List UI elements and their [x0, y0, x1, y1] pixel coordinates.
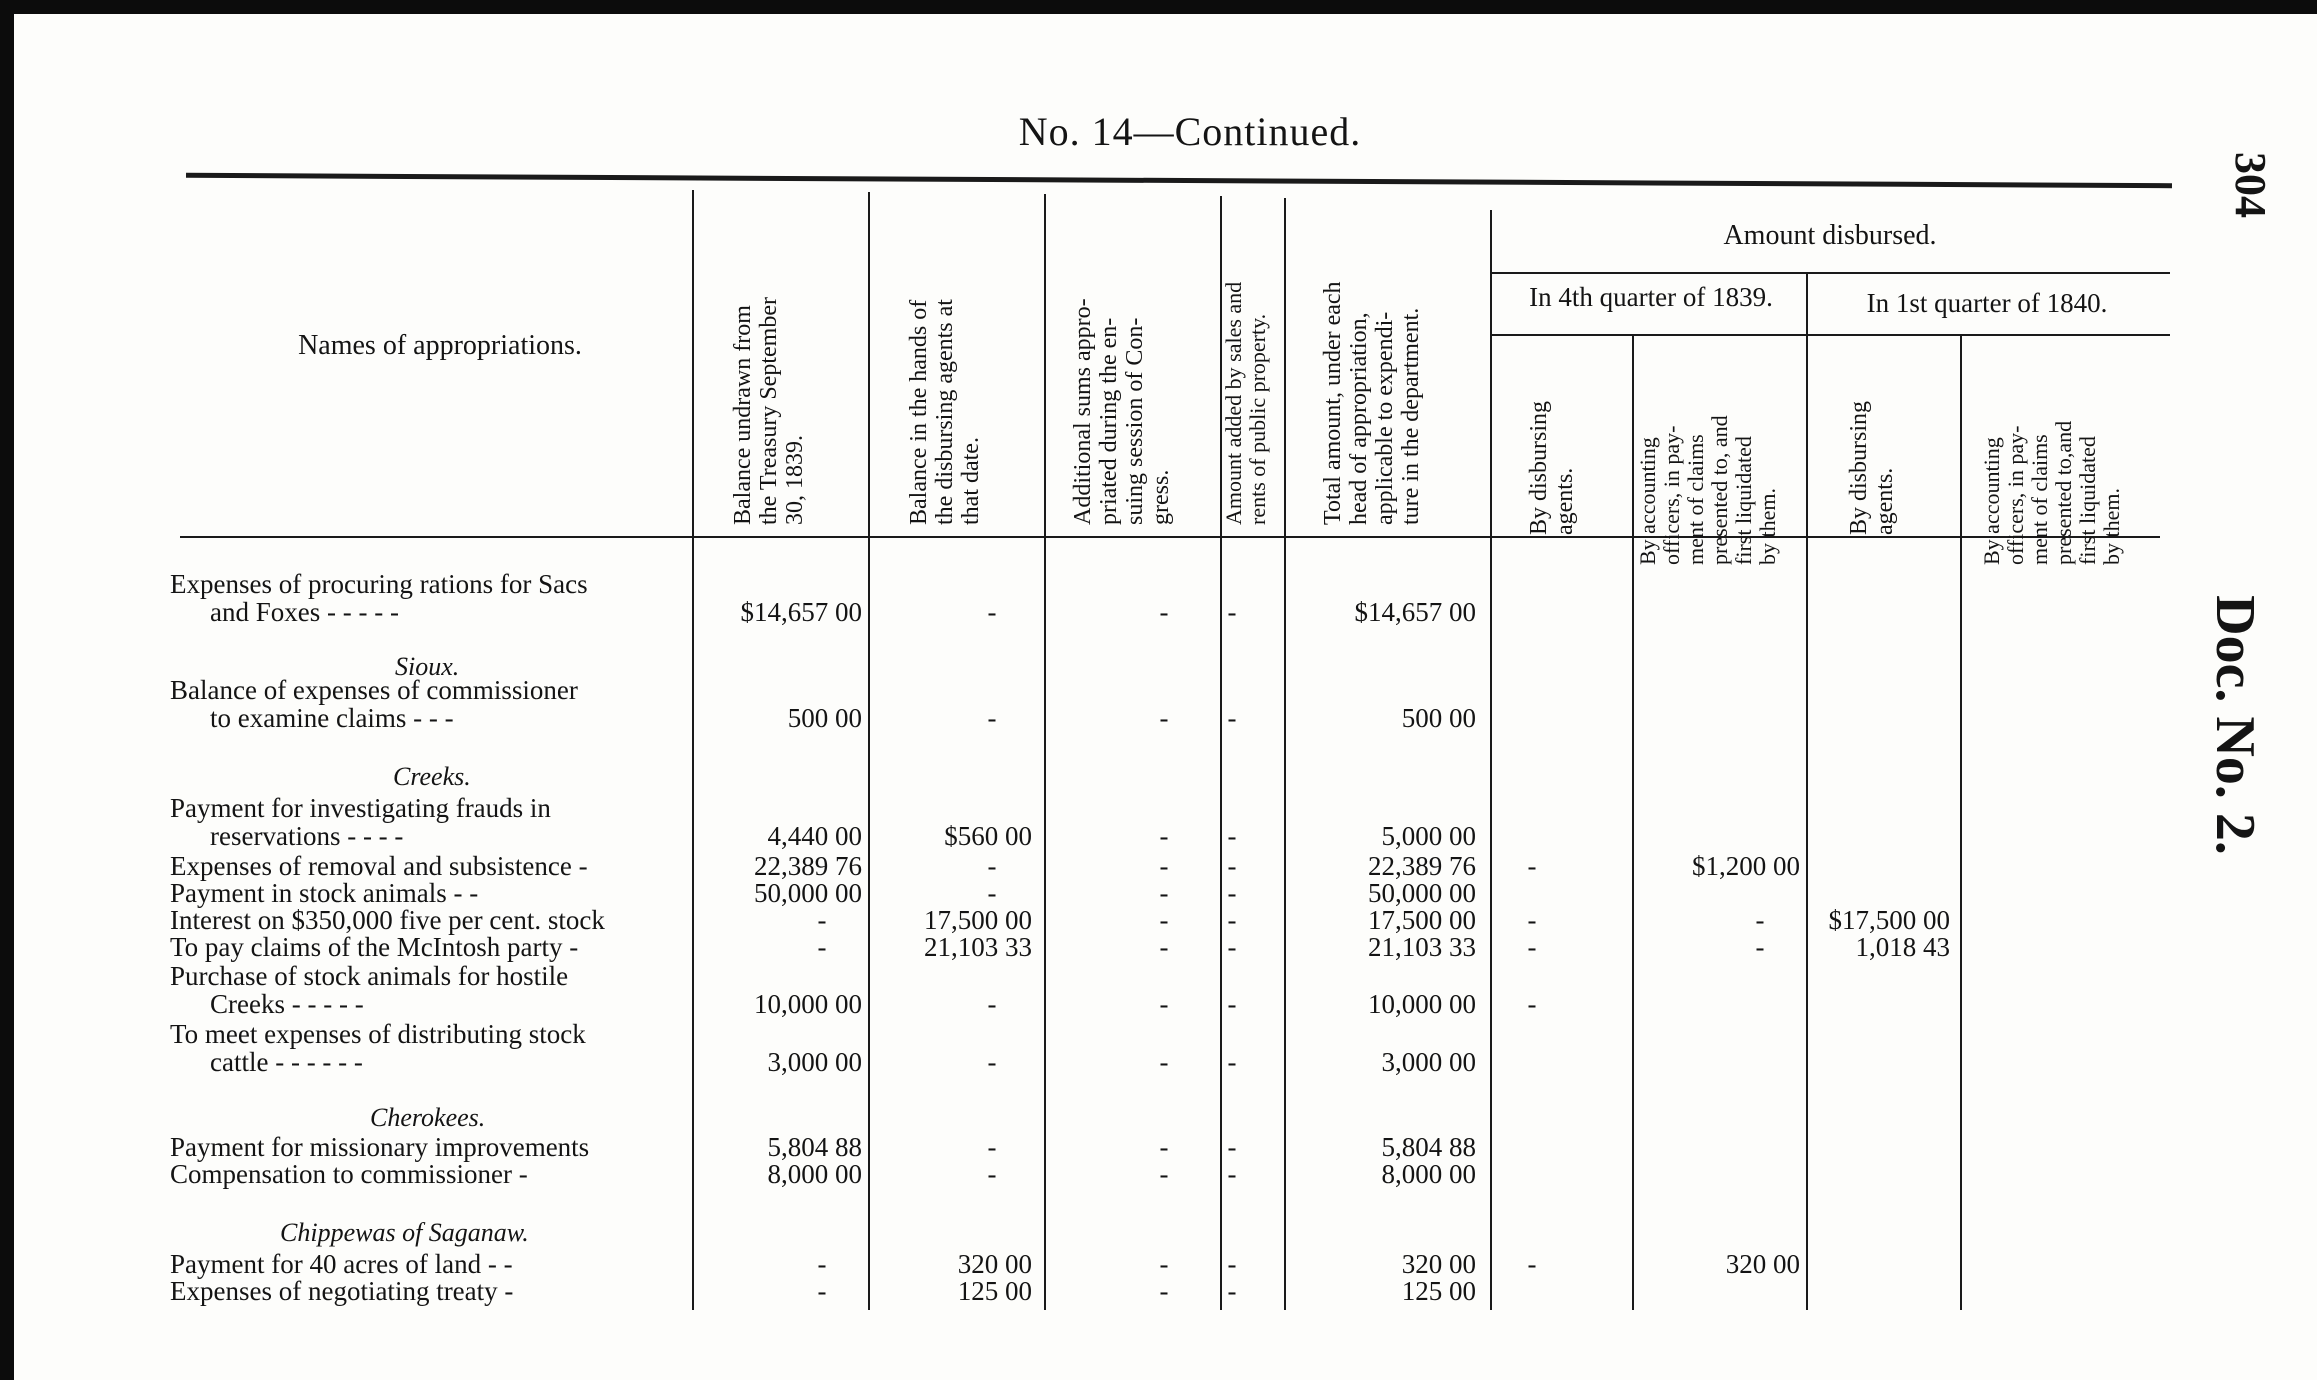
row-label-line: To pay claims of the McIntosh party - — [170, 932, 579, 962]
section-sioux: Sioux. — [395, 652, 460, 681]
cell-agents: 21,103 33 — [924, 932, 1032, 962]
cell-q4a: - — [1527, 989, 1537, 1019]
cell-q4a: - — [1527, 905, 1537, 935]
row-label-line: Balance of expenses of commissioner — [170, 675, 578, 705]
cell-add: - — [1159, 1159, 1169, 1189]
row-label-line: Payment in stock animals - - — [170, 878, 479, 908]
row-label-line: reservations - - - - — [210, 821, 404, 851]
cell-agents: 320 00 — [957, 1249, 1032, 1279]
cell-total: 320 00 — [1401, 1249, 1476, 1279]
row-label — [170, 676, 670, 732]
cell-agents: - — [987, 703, 997, 733]
cell-q1a: $17,500 00 — [1828, 905, 1950, 935]
cell-total: 125 00 — [1401, 1276, 1476, 1306]
header-amount-disbursed: Amount disbursed. — [1723, 220, 1937, 251]
section-cherokees: Cherokees. — [370, 1103, 486, 1132]
col-rule-6 — [1490, 210, 1492, 1310]
cell-bal: 4,440 00 — [767, 821, 862, 851]
row-label-line: Creeks - - - - - — [210, 989, 364, 1019]
header-balance-agents: Balance in the hands of the disbursing agents at that date. — [906, 299, 984, 525]
header-q1-1840: In 1st quarter of 1840. — [1866, 288, 2108, 318]
cell-sales: - — [1227, 1249, 1237, 1279]
row-label-line: to examine claims - - - — [210, 703, 454, 733]
row-label-line: Expenses of removal and subsistence - — [170, 851, 588, 881]
row-label-line: To meet expenses of distributing stock — [170, 1019, 586, 1049]
cell-bal: - — [817, 932, 827, 962]
header-by-officers: By accounting officers, in pay- ment of claims presented to, and first liquidated by them. — [1635, 415, 1780, 565]
row-label — [170, 1277, 670, 1305]
amount-disbursed-rule — [1490, 272, 2170, 274]
cell-q4a: - — [1527, 1249, 1537, 1279]
cell-agents: - — [987, 878, 997, 908]
cell-sales: - — [1227, 932, 1237, 962]
cell-total: 8,000 00 — [1381, 1159, 1476, 1189]
cell-bal: 50,000 00 — [754, 878, 862, 908]
row-label-line: Expenses of negotiating treaty - — [170, 1276, 514, 1306]
cell-add: - — [1159, 1249, 1169, 1279]
row-label — [170, 1133, 670, 1161]
row-label — [170, 852, 670, 880]
cell-add: - — [1159, 1047, 1169, 1077]
col-rule-1 — [692, 190, 694, 1310]
cell-bal: - — [817, 905, 827, 935]
row-label — [170, 794, 670, 850]
page-number: 304 — [2226, 152, 2275, 218]
cell-add: - — [1159, 1132, 1169, 1162]
row-label-line: and Foxes - - - - - — [210, 597, 399, 627]
header-bottom-rule — [180, 536, 2160, 538]
cell-sales: - — [1227, 703, 1237, 733]
cell-bal: - — [817, 1249, 827, 1279]
cell-add: - — [1159, 905, 1169, 935]
col-rule-9 — [1960, 336, 1962, 1310]
cell-add: - — [1159, 1276, 1169, 1306]
header-sales: Amount added by sales and rents of public property. — [1221, 281, 1270, 525]
header-names: Names of appropriations. — [298, 330, 582, 361]
header-q4-1839: In 4th quarter of 1839. — [1529, 282, 1773, 312]
row-label-line: Payment for 40 acres of land - - — [170, 1249, 513, 1279]
cell-add: - — [1159, 878, 1169, 908]
col-rule-3 — [1044, 194, 1046, 1310]
cell-bal: 22,389 76 — [754, 851, 862, 881]
cell-bal: 8,000 00 — [767, 1159, 862, 1189]
scan-edge-top — [0, 0, 2317, 14]
row-label — [170, 570, 670, 626]
cell-q4o: - — [1755, 905, 1765, 935]
cell-agents: - — [987, 597, 997, 627]
cell-total: 17,500 00 — [1368, 905, 1476, 935]
cell-bal: - — [817, 1276, 827, 1306]
row-label-line: Payment for missionary improvements — [170, 1132, 590, 1162]
quarter-rule — [1490, 334, 2170, 336]
header-by-agents: By disbursing agents. — [1526, 400, 1578, 535]
cell-add: - — [1159, 851, 1169, 881]
col-rule-8 — [1806, 274, 1808, 1310]
cell-q4o: $1,200 00 — [1692, 851, 1800, 881]
document-label: Doc. No. 2. — [2204, 595, 2266, 855]
cell-bal: 5,804 88 — [767, 1132, 862, 1162]
cell-total: 10,000 00 — [1368, 989, 1476, 1019]
row-label — [170, 1160, 670, 1188]
cell-bal: 10,000 00 — [754, 989, 862, 1019]
cell-bal: $14,657 00 — [740, 597, 862, 627]
cell-total: $14,657 00 — [1354, 597, 1476, 627]
cell-total: 50,000 00 — [1368, 878, 1476, 908]
cell-add: - — [1159, 597, 1169, 627]
cell-total: 22,389 76 — [1368, 851, 1476, 881]
cell-sales: - — [1227, 1159, 1237, 1189]
row-label-line: Interest on $350,000 five per cent. stock — [170, 905, 605, 935]
cell-q4a: - — [1527, 851, 1537, 881]
cell-total: 21,103 33 — [1368, 932, 1476, 962]
cell-total: 5,000 00 — [1381, 821, 1476, 851]
cell-agents: - — [987, 1047, 997, 1077]
row-label — [170, 1250, 670, 1278]
cell-add: - — [1159, 821, 1169, 851]
cell-bal: 500 00 — [787, 703, 862, 733]
cell-agents: - — [987, 1132, 997, 1162]
page-title: No. 14—Continued. — [1018, 109, 1362, 154]
header-balance-treasury: Balance undrawn from the Treasury September 30, 1839. — [730, 297, 808, 525]
cell-add: - — [1159, 989, 1169, 1019]
scan-edge-left — [0, 0, 14, 1380]
cell-agents: - — [987, 851, 997, 881]
cell-q4a: - — [1527, 932, 1537, 962]
row-label — [170, 1020, 670, 1076]
cell-add: - — [1159, 703, 1169, 733]
header-by-officers-q1: By accounting officers, in pay- ment of claims presented to,and first liquidated by them. — [1979, 420, 2124, 565]
cell-sales: - — [1227, 851, 1237, 881]
cell-sales: - — [1227, 1276, 1237, 1306]
cell-sales: - — [1227, 905, 1237, 935]
row-label — [170, 962, 670, 1018]
cell-total: 3,000 00 — [1381, 1047, 1476, 1077]
cell-bal: 3,000 00 — [767, 1047, 862, 1077]
header-additional: Additional sums appro- priated during the en- suing session of Con- gress. — [1070, 298, 1174, 525]
cell-sales: - — [1227, 597, 1237, 627]
cell-q4o: - — [1755, 932, 1765, 962]
cell-agents: 17,500 00 — [924, 905, 1032, 935]
header-total: Total amount, under each head of appropriation, applicable to expendi- ture in the department. — [1320, 281, 1424, 525]
row-label-line: Compensation to commissioner - — [170, 1159, 528, 1189]
row-label-line: cattle - - - - - - — [210, 1047, 363, 1077]
col-rule-7 — [1632, 336, 1634, 1310]
cell-q1a: 1,018 43 — [1855, 932, 1950, 962]
section-chippewas: Chippewas of Saganaw. — [280, 1218, 529, 1247]
cell-add: - — [1159, 932, 1169, 962]
cell-agents: 125 00 — [957, 1276, 1032, 1306]
row-label — [170, 906, 670, 934]
cell-sales: - — [1227, 1132, 1237, 1162]
section-creeks: Creeks. — [393, 762, 471, 791]
cell-agents: $560 00 — [944, 821, 1032, 851]
cell-total: 500 00 — [1401, 703, 1476, 733]
cell-agents: - — [987, 989, 997, 1019]
cell-sales: - — [1227, 878, 1237, 908]
col-rule-2 — [868, 192, 870, 1310]
cell-agents: - — [987, 1159, 997, 1189]
row-label — [170, 933, 670, 961]
row-label — [170, 879, 670, 907]
cell-sales: - — [1227, 989, 1237, 1019]
cell-sales: - — [1227, 1047, 1237, 1077]
row-label-line: Payment for investigating frauds in — [170, 793, 551, 823]
cell-sales: - — [1227, 821, 1237, 851]
row-label-line: Purchase of stock animals for hostile — [170, 961, 569, 991]
cell-q4o: 320 00 — [1725, 1249, 1800, 1279]
row-label-line: Expenses of procuring rations for Sacs — [170, 569, 588, 599]
col-rule-5 — [1284, 198, 1286, 1310]
cell-total: 5,804 88 — [1381, 1132, 1476, 1162]
header-by-agents-q1: By disbursing agents. — [1846, 400, 1898, 535]
